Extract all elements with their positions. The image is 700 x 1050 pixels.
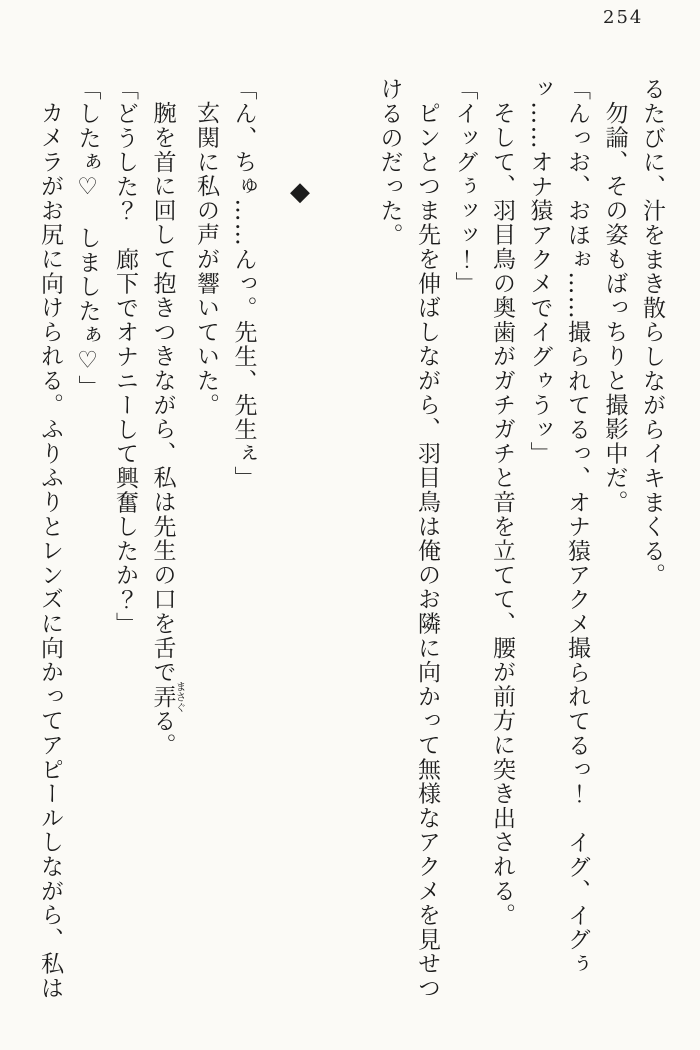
page-number: 254 bbox=[603, 7, 644, 28]
ruby-post-text: る。 bbox=[149, 708, 176, 758]
furigana-text: まさぐ bbox=[174, 680, 187, 713]
paragraph: そして、羽目鳥の奥歯がガチガチと音を立てて、腰が前方に突き出される。 bbox=[489, 101, 515, 928]
vertical-text-block bbox=[30, 77, 670, 1001]
paragraph: 勿論、その姿もばっちりと撮影中だ。 bbox=[601, 101, 628, 515]
paragraph-dialogue: 「したぁ♡ しましたぁ♡」 bbox=[74, 77, 101, 399]
paragraph: ピンとつま先を伸ばしながら、羽目鳥は俺のお隣に向かって無様なアクメを見せつけるのだった。 bbox=[376, 77, 440, 1001]
paragraph-dialogue: 「どうした？ 廊下でオナニーして興奮したか？」 bbox=[112, 77, 138, 636]
ruby-annotation bbox=[149, 680, 187, 713]
paragraph: カメラがお尻に向けられる。ふりふりとレンズに向かってアピールしながら、私は bbox=[37, 101, 63, 1001]
ruby-pre-text: 腕を首に回して抱きつきながら、私は先生の口を舌で bbox=[149, 101, 176, 685]
paragraph-dialogue: 「ん、ちゅ……んっ。先生、先生ぇ」 bbox=[230, 77, 257, 491]
paragraph-dialogue: 「イッグぅッッ！」 bbox=[451, 77, 478, 296]
section-divider-diamond-icon: ◆ bbox=[285, 177, 315, 209]
paragraph-dialogue: 「んっお、おほぉ……撮られてるっ、オナ猿アクメ撮られてるっ！ イグ、イグぅッ……オナ猿アクメでイグゥうッ」 bbox=[526, 77, 590, 977]
ruby-base-kanji: 弄 bbox=[149, 680, 176, 713]
paragraph: 玄関に私の声が響いていた。 bbox=[193, 101, 219, 418]
paragraph: るたびに、汁をまき散らしながらイキまくる。 bbox=[639, 77, 665, 588]
paragraph-with-furigana bbox=[143, 77, 187, 1001]
